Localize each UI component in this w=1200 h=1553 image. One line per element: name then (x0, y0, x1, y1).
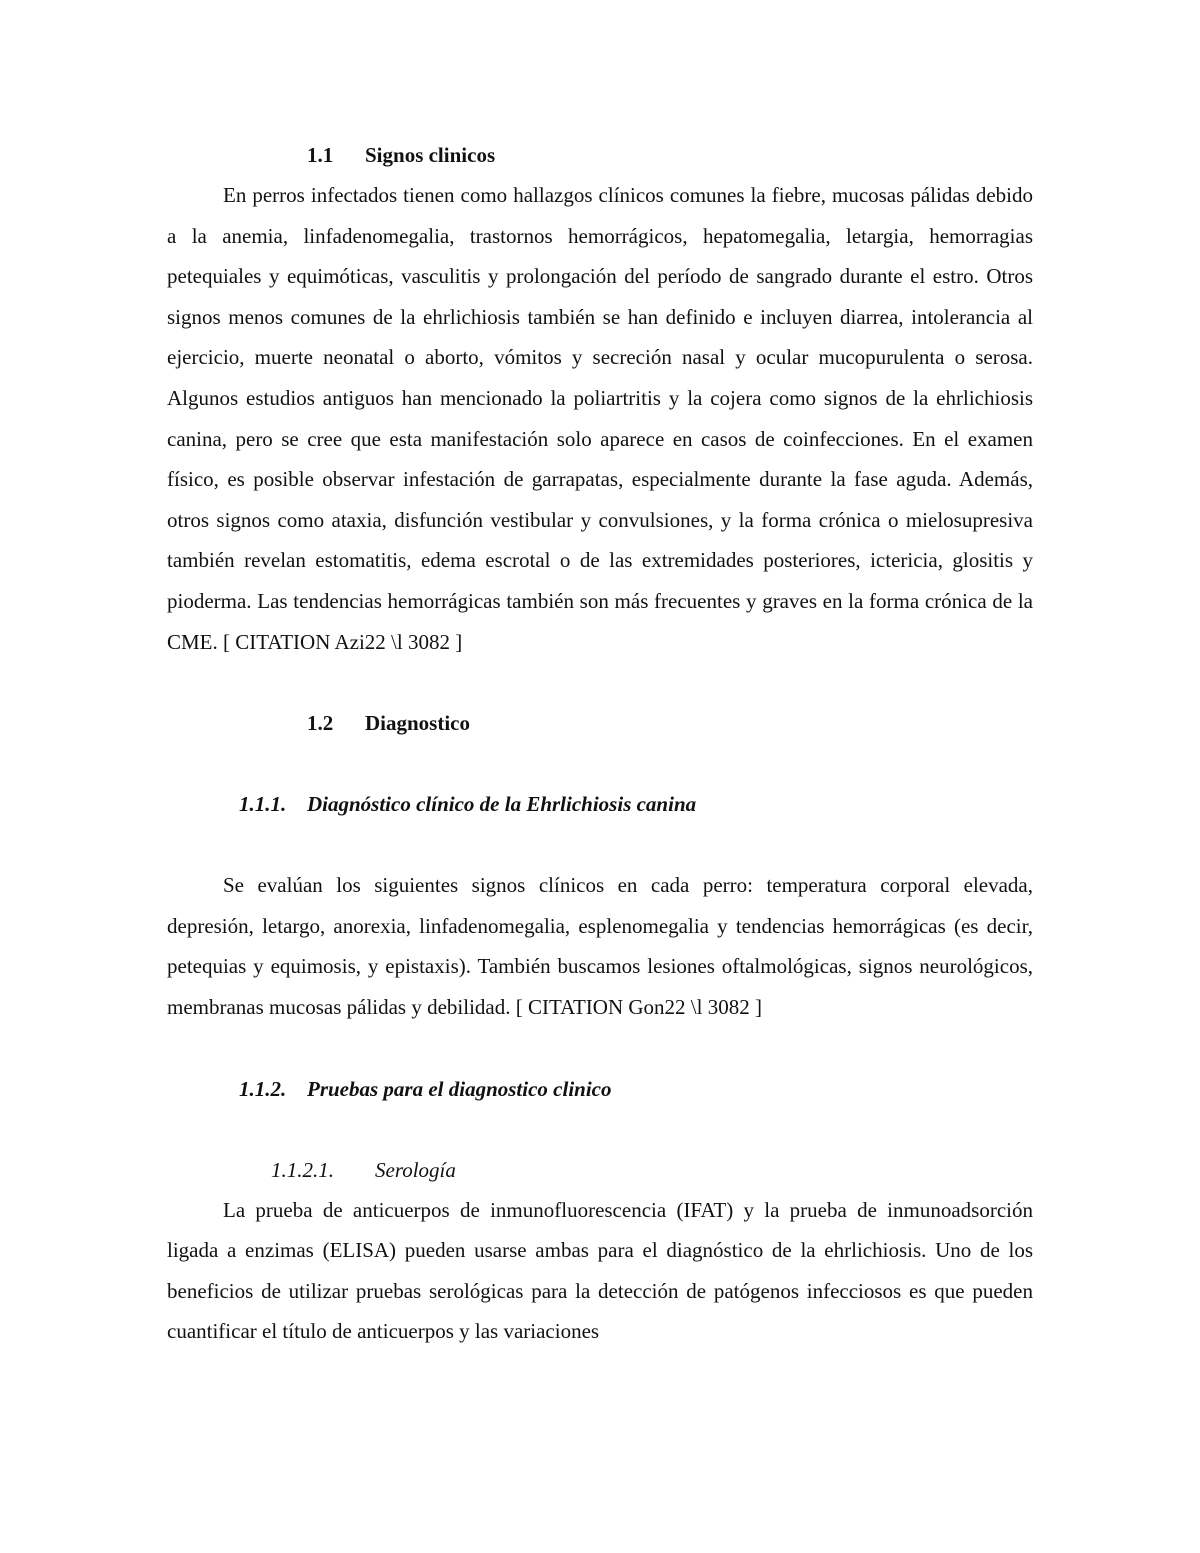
heading-diagnostico-clinico (167, 784, 1033, 824)
heading-title: Pruebas para el diagnostico clinico (307, 1076, 612, 1101)
paragraph-diagnostico-clinico: Se evalúan los siguientes signos clínicos en cada perro: temperatura corporal elevada, depresión, letargo, anorexia, linfadenomegalia, esplenomegalia y tendencias hemorrágicas (es decir, petequias y equimosis, y epistaxis). También buscamos lesiones oftalmológicas, signos neurológicos, membranas mucosas pálidas y debilidad. [ CITATION Gon22 \l 3082 ] (167, 873, 1033, 1019)
heading-title: Signos clinicos (365, 143, 496, 167)
spacer (167, 1109, 1033, 1150)
paragraph-signos-clinicos: En perros infectados tienen como hallazgos clínicos comunes la fiebre, mucosas pálidas debido a la anemia, linfadenomegalia, trastornos hemorrágicos, hepatomegalia, letargia, hemorragias petequiales y equimóticas, vasculitis y prolongación del período de sangrado durante el estro. Otros signos menos comunes de la ehrlichiosis también se han definido e incluyen diarrea, intolerancia al ejercicio, muerte neonatal o aborto, vómitos y secreción nasal y ocular mucopurulenta o serosa. Algunos estudios antiguos han mencionado la poliartritis y la cojera como signos de la ehrlichiosis canina, pero se cree que esta manifestación solo aparece en casos de coinfecciones. En el examen físico, es posible observar infestación de garrapatas, especialmente durante la fase aguda. Además, otros signos como ataxia, disfunción vestibular y convulsiones, y la forma crónica o mielosupresiva también revelan estomatitis, edema escrotal o de las extremidades posteriores, ictericia, glositis y pioderma. Las tendencias hemorrágicas también son más frecuentes y graves en la forma crónica de la CME. [ CITATION Azi22 \l 3082 ] (167, 183, 1033, 654)
heading-number: 1.1.2.1. (271, 1157, 334, 1182)
heading-title: Diagnostico (365, 711, 470, 736)
heading-title: Diagnóstico clínico de la Ehrlichiosis canina (307, 792, 697, 817)
spacer (167, 824, 1033, 865)
document-body (167, 135, 1033, 1352)
heading-number: 1.1.2. (239, 1076, 287, 1101)
spacer (167, 1028, 1033, 1069)
heading-serologia (167, 1150, 1033, 1190)
heading-diagnostico (167, 703, 1033, 743)
paragraph-serologia: La prueba de anticuerpos de inmunofluorescencia (IFAT) y la prueba de inmunoadsorción ligada a enzimas (ELISA) pueden usarse ambas para el diagnóstico de la ehrlichiosis. Uno de los beneficios de utilizar pruebas serológicas para la detección de patógenos infecciosos es que pueden cuantificar el título de anticuerpos y las variaciones (167, 1197, 1033, 1344)
heading-number: 1.2 (307, 711, 334, 736)
heading-signos-clinicos (167, 135, 1033, 175)
spacer (167, 743, 1033, 784)
heading-number: 1.1 (307, 143, 334, 167)
heading-title: Serología (375, 1157, 456, 1182)
spacer (167, 662, 1033, 703)
heading-number: 1.1.1. (239, 792, 287, 817)
heading-pruebas-diagnostico (167, 1069, 1033, 1109)
